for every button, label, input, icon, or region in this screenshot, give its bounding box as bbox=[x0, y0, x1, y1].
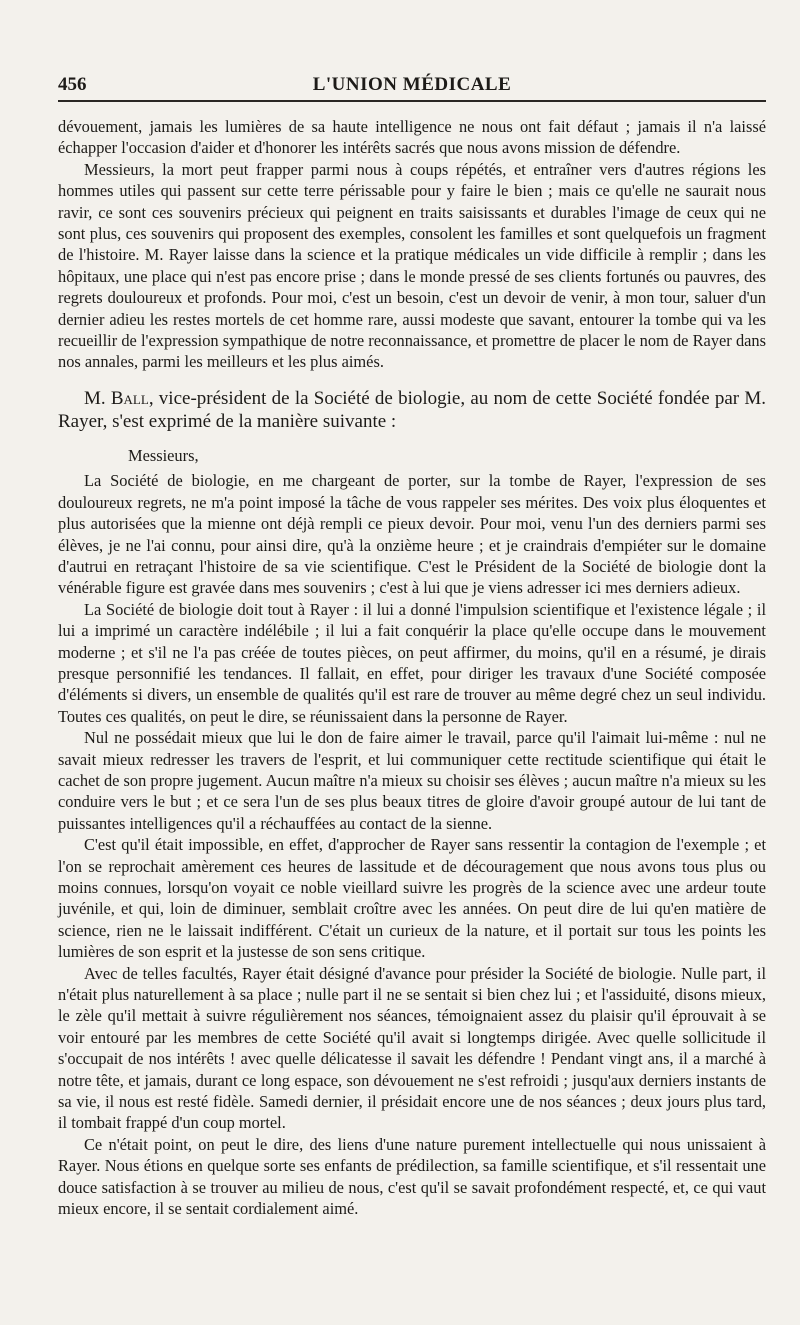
salutation: Messieurs, bbox=[128, 445, 199, 465]
paragraph-4: La Société de biologie doit tout à Rayer : il lui a donné l'impulsion scientifique et l'existence légale ; il lui a imprimé un caractère indélébile ; il lui a fait conquérir la place qu'elle occupe dans le mouvement moderne ; et s'il ne l'a pas créée de toutes pièces, on peut affirmer, du moins, qu'il en a résumé, je dirais presque personnifié les tendances. Il fallait, en effet, pour diriger les travaux d'une Société composée d'éléments si divers, un ensemble de qualités qu'il est rare de trouver au même degré chez un seul individu. Toutes ces qualités, on peut le dire, se réunissaient dans la personne de Rayer. bbox=[58, 599, 766, 726]
speaker-intro-text: , vice-président de la Société de biologie, au nom de cette Société fondée par M. Rayer, s'est exprimé de la manière suivante : bbox=[58, 387, 766, 432]
paragraph-7: Avec de telles facultés, Rayer était désigné d'avance pour présider la Société de biologie. Nulle part, il n'était plus naturellement à sa place ; nulle part il ne se sentait si bien chez lui ; et l'assiduité, disons mieux, le zèle qu'il mettait à suivre régulièrement nos séances, témoignaient assez du plaisir qu'il éprouvait à se voir entouré par les membres de cette Société qu'il avait si longtemps dirigée. Avec quelle sollicitude il s'occupait de nos intérêts ! avec quelle délicatesse il savait les défendre ! Pendant vingt ans, il a marché à notre tête, et jamais, durant ce long espace, son dévouement ne s'est refroidi ; jusqu'aux derniers instants de sa vie, il nous est resté fidèle. Samedi dernier, il présidait encore une de nos séances ; deux jours plus tard, il tombait frappé d'un coup mortel. bbox=[58, 963, 766, 1133]
paragraph-3: La Société de biologie, en me chargeant de porter, sur la tombe de Rayer, l'expression de ses douloureux regrets, ne m'a point imposé la tâche de vous rappeler ses mérites. Des voix plus éloquentes et plus autorisées que la mienne ont déjà rempli ce pieux devoir. Pour moi, venu l'un des derniers parmi ses élèves, je ne l'ai connu, pour ainsi dire, qu'à la onzième heure ; et je craindrais d'empiéter sur le domaine d'autrui en retraçant l'histoire de sa vie scientifique. C'est le Président de la Société de biologie dont la vénérable figure est gravée dans mes souvenirs ; c'est à lui que je viens adresser ici mes derniers adieux. bbox=[58, 471, 766, 598]
paragraph-2: Messieurs, la mort peut frapper parmi nous à coups répétés, et entraîner vers d'autres régions les hommes utiles qui passent sur cette terre périssable pour y faire le bien ; mais ce qu'elle ne saurait nous ravir, ce sont ces souvenirs précieux qui peignent en traits saisissants et durables l'image de ceux qui ne sont plus, ces souvenirs qui proposent des exemples, consolent les familles et sont quelquefois un fragment de l'histoire. M. Rayer laisse dans la science et la pratique médicales un vide difficile à remplir ; dans les hôpitaux, une place qui n'est pas encore prise ; dans le monde pressé de ses clients fortunés ou pauvres, des regrets douloureux et profonds. Pour moi, c'est un besoin, c'est un devoir de venir, à mon tour, saluer d'un dernier adieu les restes mortels de cet homme rare, aussi modeste que savant, entourer la tombe qui va les recueillir de l'expression sympathique de notre reconnaissance, et promettre de placer le nom de Rayer dans nos annales, parmi les meilleurs et les plus aimés. bbox=[58, 159, 766, 372]
paragraph-1: dévouement, jamais les lumières de sa haute intelligence ne nous ont fait défaut ; jamais il n'a laissé échapper l'occasion d'aider et d'honorer les intérêts sacrés que nous avons mission de défendre. bbox=[58, 117, 766, 158]
paragraph-6: C'est qu'il était impossible, en effet, d'approcher de Rayer sans ressentir la contagion de l'exemple ; et l'on se reprochait amèrement ces heures de lassitude et de découragement que nous avons tous plus ou moins connues, lorsqu'on voyait ce noble vieillard suivre les progrès de la science avec une ardeur toute juvénile, et qui, loin de diminuer, semblait croître avec les années. On peut dire de lui qu'en matière de science, rien ne le laissait indifférent. C'était un curieux de la nature, et il portait sur tous les points les lumières de son esprit et la justesse de son sens critique. bbox=[58, 835, 766, 962]
page-number: 456 bbox=[58, 74, 87, 95]
page-header bbox=[58, 70, 766, 102]
speaker-name: M. Ball bbox=[84, 387, 149, 409]
running-title: L'UNION MÉDICALE bbox=[312, 74, 512, 95]
paragraph-5: Nul ne possédait mieux que lui le don de faire aimer le travail, parce qu'il l'aimait lui-même : nul ne savait mieux redresser les travers de l'esprit, et lui communiquer cette rectitude scientifique qui était le cachet de son propre jugement. Aucun maître n'a mieux su choisir ses élèves ; aucun maître n'a mieux su les conduire vers le but ; et ce sera l'un de ses plus beaux titres de gloire d'avoir groupé autour de lui tant de puissantes intelligences qu'il a réchauffées au contact de la sienne. bbox=[58, 728, 766, 833]
paragraph-8: Ce n'était point, on peut le dire, des liens d'une nature purement intellectuelle qui nous unissaient à Rayer. Nous étions en quelque sorte ses enfants de prédilection, sa famille scientifique, et s'il ressentait une douce satisfaction à se trouver au milieu de nous, c'est qu'il se savait profondément respecté, et, ce qui vaut mieux encore, il se sentait cordialement aimé. bbox=[58, 1134, 766, 1219]
speaker-intro bbox=[58, 387, 766, 433]
